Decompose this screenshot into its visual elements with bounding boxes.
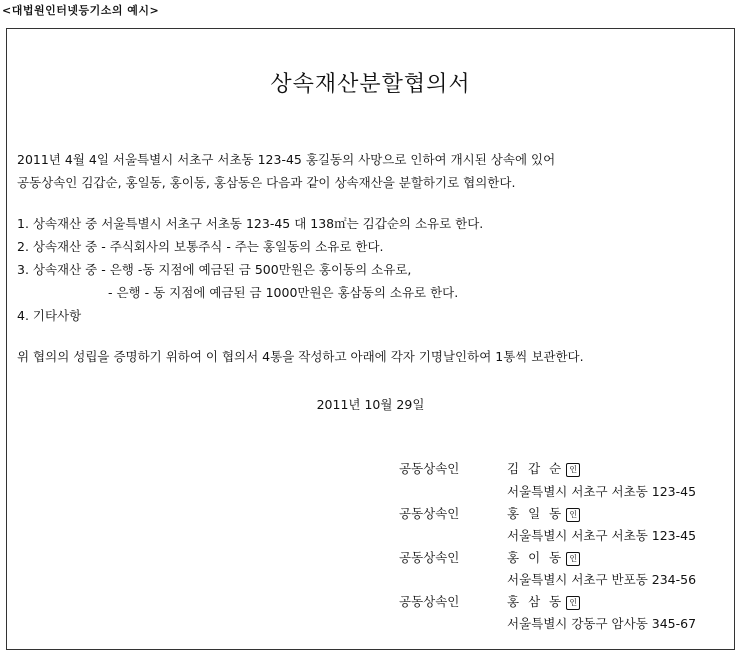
intro-line-1: 2011년 4월 4일 서울특별시 서초구 서초동 123-45 홍길동의 사망으로 인하여 개시된 상속에 있어 bbox=[17, 152, 556, 167]
signatory-name-row bbox=[507, 504, 580, 522]
seal-mark: 인 bbox=[566, 508, 580, 522]
signatory-name-row bbox=[507, 548, 580, 566]
signatory-address: 서울특별시 서초구 서초동 123-45 bbox=[507, 528, 697, 543]
closing-statement: 위 협의의 성립을 증명하기 위하여 이 협의서 4통을 작성하고 아래에 각자 기명날인하여 1통씩 보관한다. bbox=[17, 349, 584, 364]
signatory-name: 홍이동 bbox=[507, 550, 571, 565]
signatory-name: 홍삼동 bbox=[507, 594, 571, 609]
seal-mark: 인 bbox=[566, 552, 580, 566]
intro-line-2: 공동상속인 김갑순, 홍일동, 홍이동, 홍삼동은 다음과 같이 상속재산을 분할하기로 협의한다. bbox=[17, 175, 516, 190]
item-4: 4. 기타사항 bbox=[17, 308, 82, 323]
signatory-name: 김갑순 bbox=[507, 461, 571, 476]
seal-mark: 인 bbox=[566, 463, 580, 477]
document-title: 상속재산분할협의서 bbox=[270, 72, 471, 97]
signatory-address: 서울특별시 서초구 서초동 123-45 bbox=[507, 484, 697, 499]
signatory-role: 공동상속인 bbox=[399, 594, 460, 609]
signatory-role: 공동상속인 bbox=[399, 550, 460, 565]
item-3: 3. 상속재산 중 - 은행 -동 지점에 예금된 금 500만원은 홍이동의 소유로, bbox=[17, 262, 412, 277]
signatory-name-row bbox=[507, 459, 580, 477]
signatory-name-row bbox=[507, 592, 580, 610]
signatory-address: 서울특별시 서초구 반포동 234-56 bbox=[507, 572, 697, 587]
item-1: 1. 상속재산 중 서울특별시 서초구 서초동 123-45 대 138㎡는 김갑순의 소유로 한다. bbox=[17, 216, 484, 231]
seal-mark: 인 bbox=[566, 596, 580, 610]
signatory-address: 서울특별시 강동구 암사동 345-67 bbox=[507, 616, 697, 631]
signatory-role: 공동상속인 bbox=[399, 461, 460, 476]
example-caption: <대법원인터넷등기소의 예시> bbox=[2, 4, 160, 17]
item-2: 2. 상속재산 중 - 주식회사의 보통주식 - 주는 홍일동의 소유로 한다. bbox=[17, 239, 384, 254]
signatory-role: 공동상속인 bbox=[399, 506, 460, 521]
item-3-continuation: - 은행 - 동 지점에 예금된 금 1000만원은 홍삼동의 소유로 한다. bbox=[108, 285, 459, 300]
document-date: 2011년 10월 29일 bbox=[316, 397, 425, 412]
signatory-name: 홍일동 bbox=[507, 506, 571, 521]
document-frame bbox=[6, 28, 735, 650]
